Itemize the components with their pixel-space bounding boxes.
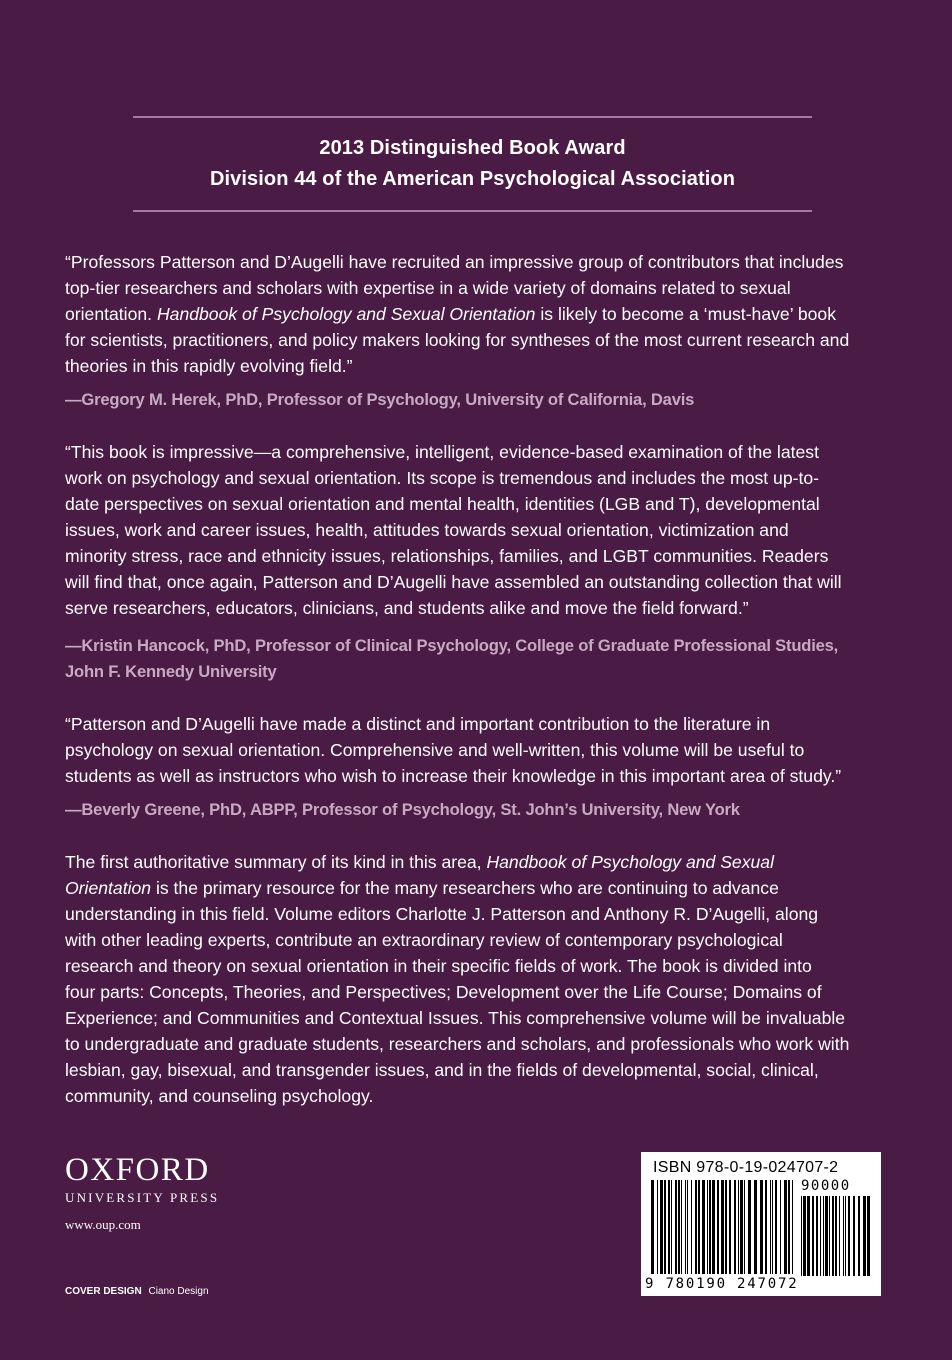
addon-barcode-bars — [799, 1196, 873, 1278]
barcode-bar — [770, 1180, 771, 1274]
barcode-bar — [792, 1180, 793, 1274]
barcode-bar — [687, 1180, 688, 1274]
text-line: students as well as instructors who wish to increase their knowledge in this important area of study.” — [65, 766, 842, 786]
barcode-bar — [702, 1180, 705, 1274]
text-line: will find that, once again, Patterson and D’Augelli have assembled an outstanding collection that will — [65, 572, 842, 592]
text-line: “This book is impressive—a comprehensive, intelligent, evidence-based examination of the latest — [65, 442, 819, 462]
text-line: lesbian, gay, bisexual, and transgender issues, and in the fields of developmental, social, clinical, — [65, 1060, 819, 1080]
text-line: for scientists, practitioners, and policy makers looking for syntheses of the most current research and — [65, 330, 850, 350]
publisher-subtitle: UNIVERSITY PRESS — [65, 1190, 220, 1205]
barcode-bar — [760, 1180, 763, 1274]
text-line: community, and counseling psychology. — [65, 1086, 374, 1106]
cover-design-name: Ciano Design — [148, 1286, 209, 1297]
endorsement-attribution-2 — [65, 633, 895, 685]
barcode-bar — [829, 1196, 830, 1276]
barcode-bar — [853, 1196, 855, 1276]
publisher-url: www.oup.com — [65, 1217, 141, 1232]
barcode-bar — [651, 1180, 654, 1274]
attribution-line: —Kristin Hancock, PhD, Professor of Clinical Psychology, College of Graduate Professional Studies, — [65, 636, 839, 655]
barcode-bar — [664, 1180, 666, 1274]
price-code-text: 90000 — [801, 1178, 851, 1194]
barcode-bar — [863, 1196, 866, 1276]
isbn-barcode — [641, 1152, 881, 1296]
text-line: to undergraduate and graduate students, researchers and scholars, and professionals who work with — [65, 1034, 850, 1054]
barcode-bar — [738, 1180, 739, 1274]
publisher-logo — [65, 1152, 219, 1206]
text-line: theories in this rapidly evolving field.” — [65, 356, 353, 376]
barcode-bar — [801, 1196, 802, 1276]
barcode-bar — [807, 1196, 810, 1276]
text-line: Orientation is the primary resource for the many researchers who are continuing to advance — [65, 878, 779, 898]
barcode-bar — [660, 1180, 663, 1274]
endorsement-attribution-3 — [65, 797, 895, 823]
barcode-bar — [843, 1196, 844, 1276]
barcode-bar — [820, 1196, 821, 1276]
barcode-bar — [867, 1196, 870, 1276]
barcode-bar — [717, 1180, 719, 1274]
text-line: issues, work and career issues, health, attitudes towards sexual orientation, victimization and — [65, 520, 789, 540]
ean-digits: 9 780190 247072 — [645, 1276, 799, 1292]
barcode-bar — [740, 1180, 743, 1274]
endorsement-quote-2 — [65, 439, 895, 621]
endorsement-quote-3 — [65, 711, 895, 789]
barcode-bar — [839, 1196, 840, 1276]
text-line: four parts: Concepts, Theories, and Perspectives; Development over the Life Course; Domains of — [65, 982, 822, 1002]
endorsement-quote-1 — [65, 249, 895, 379]
text-line: psychology on sexual orientation. Comprehensive and well-written, this volume will be useful to — [65, 740, 805, 760]
barcode-bar — [734, 1180, 736, 1274]
book-description — [65, 849, 895, 1109]
barcode-bar — [848, 1196, 850, 1276]
barcode-bar — [678, 1180, 680, 1274]
text-line: understanding in this field. Volume editors Charlotte J. Patterson and Anthony R. D’Augelli, along — [65, 904, 819, 924]
isbn-text: ISBN 978-0-19-024707-2 — [653, 1159, 839, 1176]
barcode-bar — [812, 1196, 814, 1276]
barcode-bar — [803, 1196, 806, 1276]
text-line: date perspectives on sexual orientation and mental health, identities (LGB and T), developmental — [65, 494, 820, 514]
barcode-bar — [657, 1180, 658, 1274]
barcode-bar — [845, 1196, 846, 1276]
barcode-bar — [668, 1180, 670, 1274]
text-line: top-tier researchers and scholars with expertise in a wide variety of domains related to sexual — [65, 278, 791, 298]
barcode-bar — [725, 1180, 727, 1274]
barcode-bar — [858, 1196, 860, 1276]
cover-design-credit — [65, 1286, 209, 1297]
cover-design-label: COVER DESIGN — [65, 1286, 142, 1297]
barcode-bar — [698, 1180, 700, 1274]
barcode-bar — [832, 1196, 834, 1276]
barcode-bar — [765, 1180, 767, 1274]
barcode-bar — [772, 1180, 773, 1274]
text-line: Experience; and Communities and Contextual Issues. This comprehensive volume will be invaluable — [65, 1008, 846, 1028]
barcode-bar — [780, 1180, 781, 1274]
text-line: with other leading experts, contribute an extraordinary review of contemporary psychological — [65, 930, 783, 950]
text-line: The first authoritative summary of its kind in this area, Handbook of Psychology and Sexual — [65, 852, 774, 872]
award-title: 2013 Distinguished Book Award — [319, 137, 626, 159]
endorsement-attribution-1 — [65, 387, 895, 413]
barcode-bar — [816, 1196, 818, 1276]
text-line: work on psychology and sexual orientation. Its scope is tremendous and includes the most up-to- — [65, 468, 820, 488]
barcode-bar — [691, 1180, 692, 1274]
text-line: minority stress, race and ethnicity issues, relationships, families, and LGBT communities. Readers — [65, 546, 829, 566]
barcode-bar — [825, 1196, 828, 1276]
barcode-bar — [709, 1180, 711, 1274]
barcode-bar — [671, 1180, 672, 1274]
attribution-line: —Beverly Greene, PhD, ABPP, Professor of Psychology, St. John’s University, New York — [65, 800, 740, 819]
barcode-bar — [784, 1180, 787, 1274]
publisher-name: OXFORD — [65, 1152, 210, 1188]
barcode-bar — [729, 1180, 731, 1274]
barcode-bar — [744, 1180, 745, 1274]
barcode-bar — [707, 1180, 708, 1274]
text-line: serve researchers, educators, clinicians, and students alike and move the field forward.” — [65, 598, 749, 618]
text-line: “Professors Patterson and D’Augelli have recruited an impressive group of contributors that includes — [65, 252, 844, 272]
barcode-bar — [775, 1180, 777, 1274]
barcode-bar — [712, 1180, 715, 1274]
award-bottom-divider — [133, 210, 812, 212]
barcode-bar — [675, 1180, 677, 1274]
award-organization: Division 44 of the American Psychological Association — [209, 168, 736, 190]
attribution-line: —Gregory M. Herek, PhD, Professor of Psychology, University of California, Davis — [65, 390, 695, 409]
text-line: “Patterson and D’Augelli have made a distinct and important contribution to the literature in — [65, 714, 771, 734]
barcode-bar — [835, 1196, 837, 1276]
barcode-bar — [754, 1180, 757, 1274]
barcode-bar — [681, 1180, 682, 1274]
text-line: orientation. Handbook of Psychology and Sexual Orientation is likely to become a ‘must-have’ book — [65, 304, 836, 324]
attribution-line: John F. Kennedy University — [65, 662, 277, 681]
barcode-bar — [685, 1180, 686, 1274]
ean-barcode-bars — [649, 1180, 797, 1278]
award-top-divider — [133, 116, 812, 118]
text-line: research and theory on sexual orientation in their specific fields of work. The book is divided into — [65, 956, 812, 976]
barcode-bar — [823, 1196, 824, 1276]
barcode-bar — [695, 1180, 697, 1274]
barcode-bar — [721, 1180, 724, 1274]
barcode-bar — [788, 1180, 790, 1274]
barcode-bar — [748, 1180, 751, 1274]
